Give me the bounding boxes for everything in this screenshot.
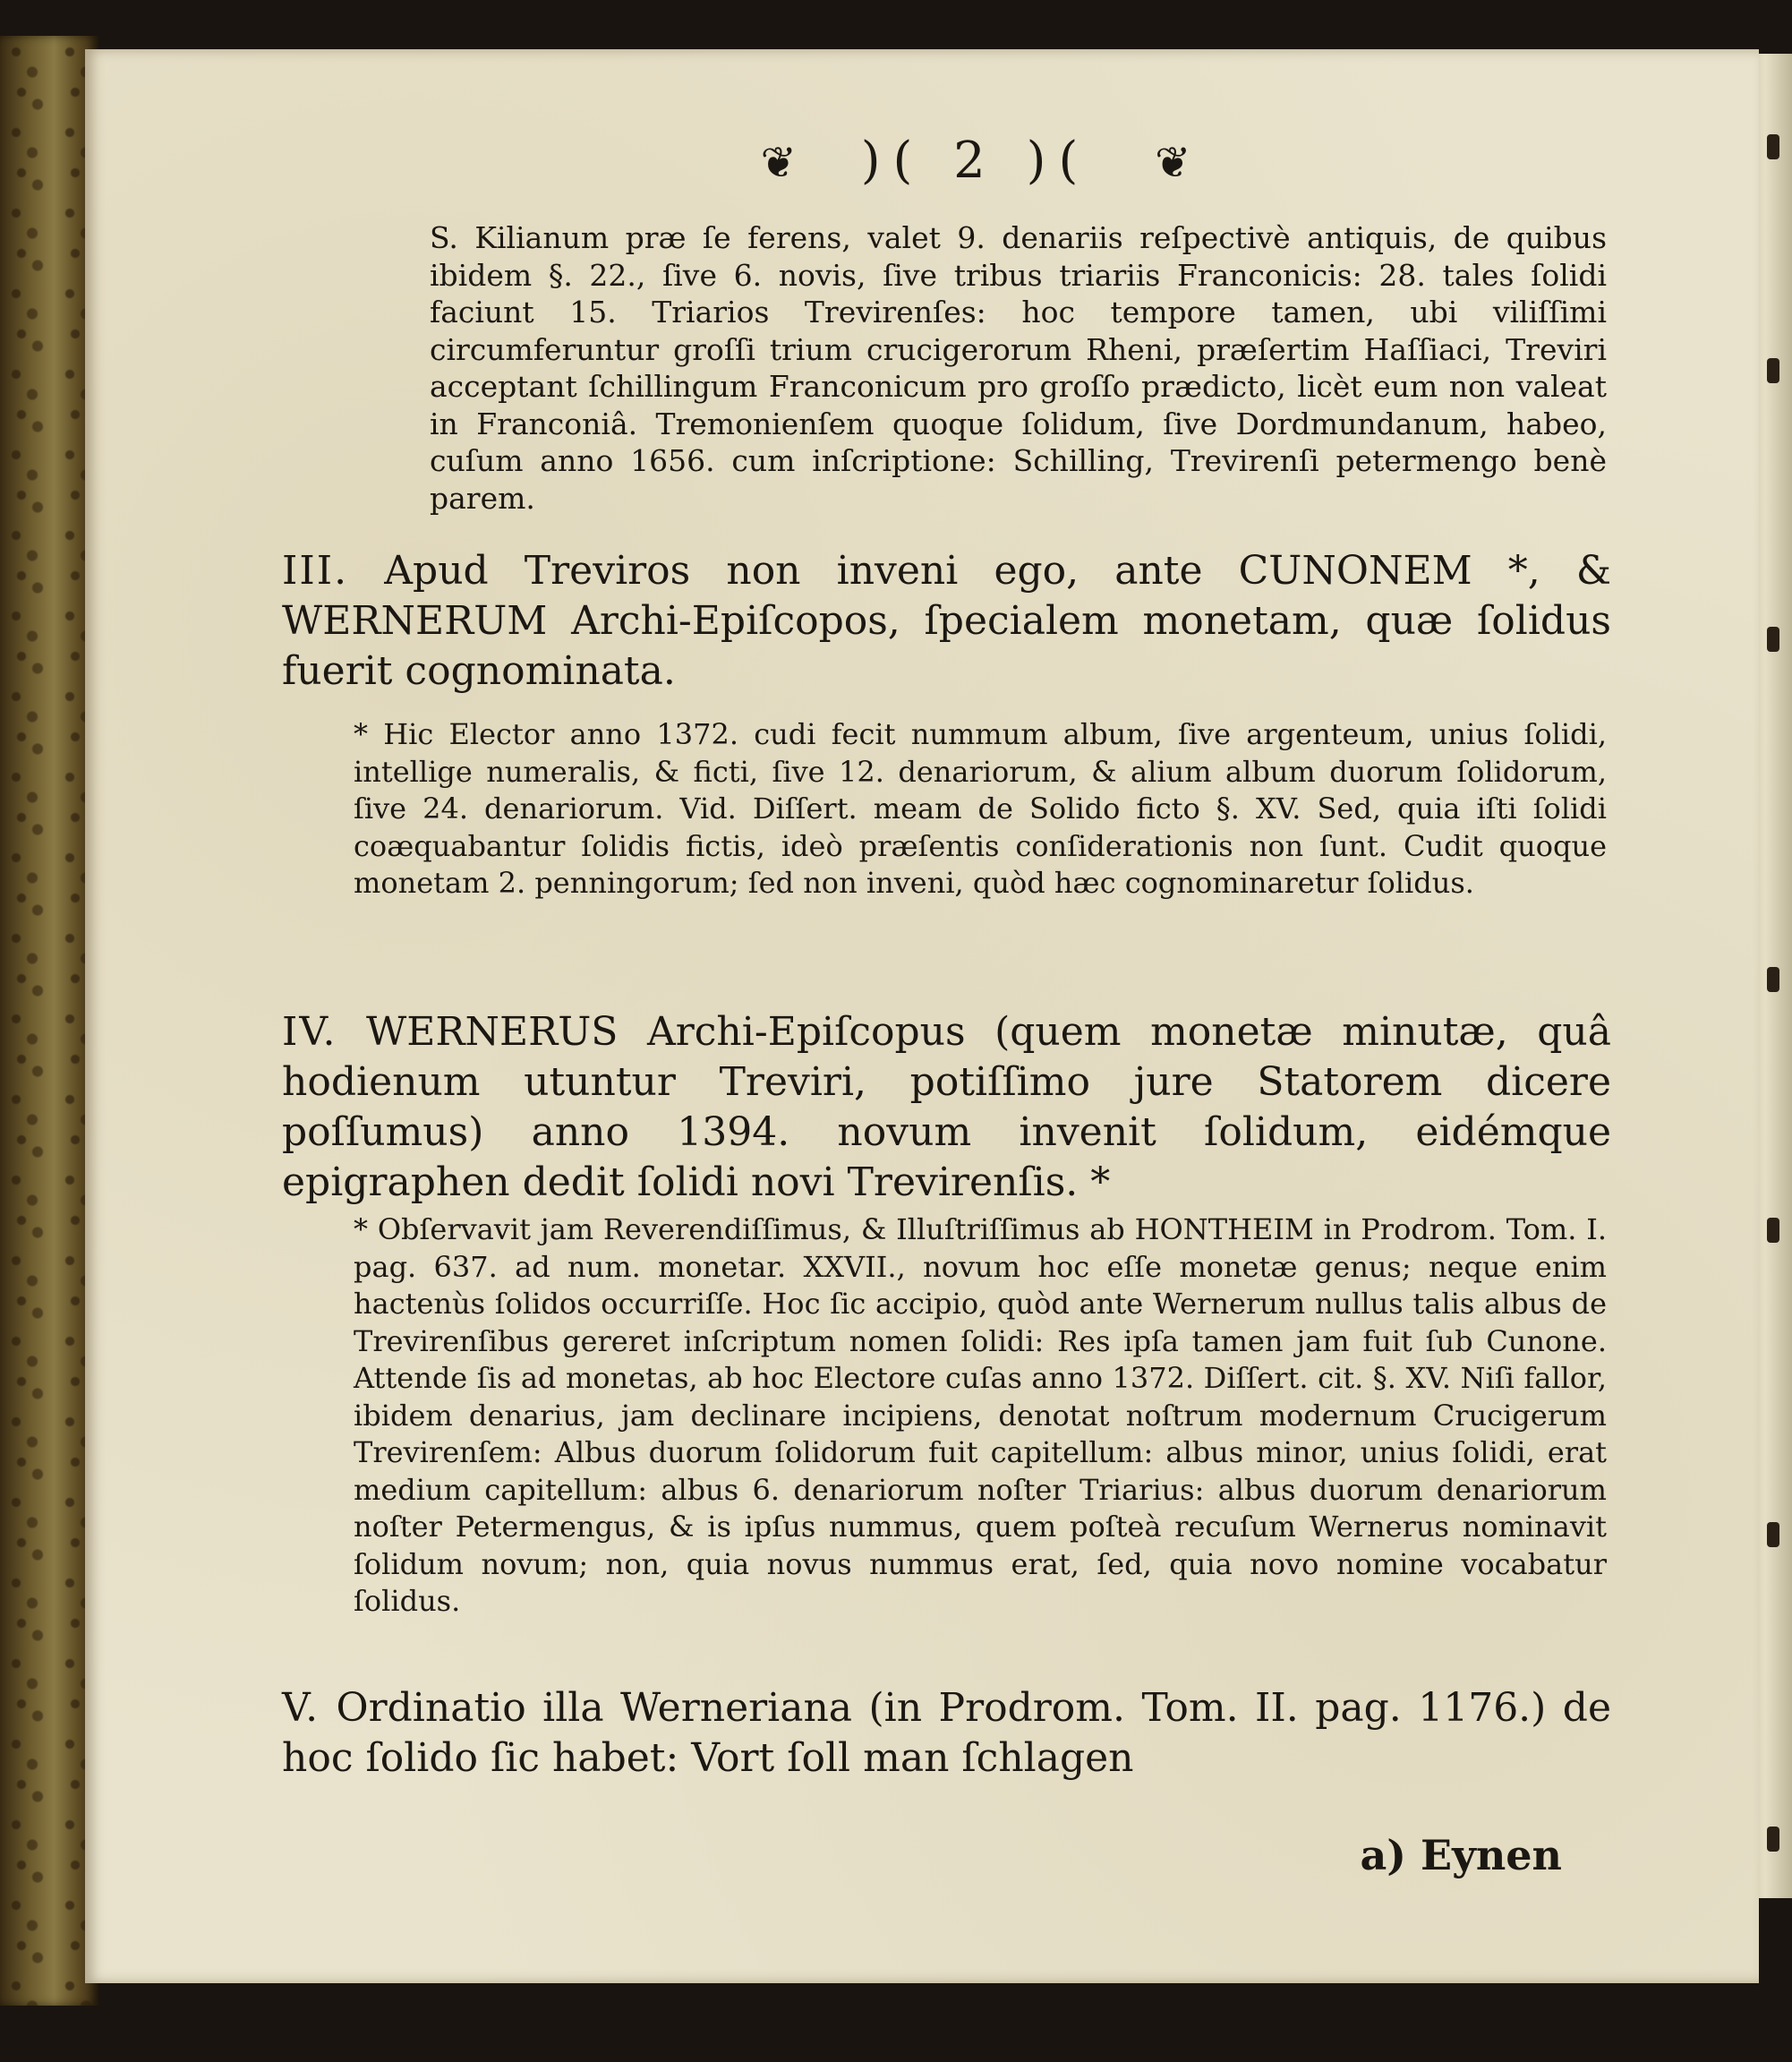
section-III — [282, 546, 1611, 697]
section-number: III. — [282, 548, 349, 594]
catchword: a) Eynen — [1360, 1831, 1562, 1879]
footnote-text: * Obſervavit jam Reverendiſſimus, & Illuſtriſſimus ab HONTHEIM in Prodrom. Tom. I. pag. 637. ad num. monetar. XXVII., novum hoc eſſe monetæ genus; neque enim hactenùs ſolidos occurriſſe. Hoc ſic accipio, quòd ante Wernerum nullus talis albus de Trevirenſibus gereret inſcriptum nomen ſolidi: Res ipſa tamen jam fuit ſub Cunone. Attende ſis ad monetas, ab hoc Electore cuſas anno 1372. Diſſert. cit. §. XV. Niſi fallor, ibidem denarius, jam declinare incipiens, denotat noſtrum modernum Crucigerum Trevirenſem: Albus duorum ſolidorum fuit capitellum: albus minor, unius ſolidi, erat medium capitellum: albus 6. denariorum noſter Triarius: albus duorum denariorum noſter Petermengus, & is ipſus nummus, quem poſteà recuſum Wernerus nominavit ſolidum novum; non, quia novus nummus erat, ſed, quia novo nomine vocabatur ſolidus. — [354, 1212, 1607, 1618]
section-text: Apud Treviros non inveni ego, ante CUNONEM *, & WERNERUM Archi-Epiſcopos, ſpecialem monetam, quæ ſolidus fuerit cognominata. — [282, 548, 1611, 694]
paragraph-continued — [430, 219, 1607, 517]
section-IV — [282, 1007, 1611, 1208]
section-text: WERNERUS Archi-Epiſcopus (quem monetæ minutæ, quâ hodienum utuntur Treviri, potiſſimo jure Statorem dicere poſſumus) anno 1394. novum invenit ſolidum, eidémque epigraphen dedit ſolidi novi Trevirenſis. * — [282, 1009, 1611, 1205]
ornament-right-icon: ❦ — [1155, 138, 1191, 188]
section-number: V. — [282, 1685, 320, 1731]
section-V — [282, 1683, 1611, 1784]
section-number: IV. — [282, 1009, 337, 1055]
footnote-text: * Hic Elector anno 1372. cudi fecit nummum album, ſive argenteum, unius ſolidi, intellige numeralis, & ficti, ſive 12. denariorum, & alium album duorum ſolidorum, ſive 24. denariorum. Vid. Diſſert. meam de Solido ficto §. XV. Sed, quia iſti ſolidi coæquabantur ſolidis fictis, ideò præſentis conſiderationis non ſunt. Cudit quoque monetam 2. penningorum; ſed non inveni, quòd hæc cognominaretur ſolidus. — [354, 717, 1607, 900]
page-number: )( 2 )( — [860, 132, 1091, 190]
paragraph-text: S. Kilianum præ ſe ferens, valet 9. denariis reſpectivè antiquis, de quibus ibidem §. 22., ſive 6. novis, ſive tribus triariis Franconicis: 28. tales ſolidi faciunt 15. Triarios Trevirenſes: hoc tempore tamen, ubi viliſſimi circumferuntur groſſi trium crucigerorum Rheni, præſertim Haſſiaci, Treviri acceptant ſchillingum Franconicum pro groſſo prædicto, licèt eum non valeat in Franconiâ. Tremonienſem quoque ſolidum, ſive Dordmundanum, habeo, cuſum anno 1656. cum inſcriptione: Schilling, Trevirenſi petermengo benè parem. — [430, 220, 1607, 516]
footnote-IV — [354, 1211, 1607, 1621]
page-header — [425, 132, 1526, 190]
section-text: Ordinatio illa Werneriana (in Prodrom. Tom. II. pag. 1176.) de hoc ſolido ſic habet: Vort ſoll man ſchlagen — [282, 1685, 1611, 1781]
ornament-left-icon: ❦ — [760, 138, 797, 188]
book-page — [85, 49, 1759, 1983]
footnote-III — [354, 716, 1607, 903]
book-binding — [0, 36, 98, 2006]
